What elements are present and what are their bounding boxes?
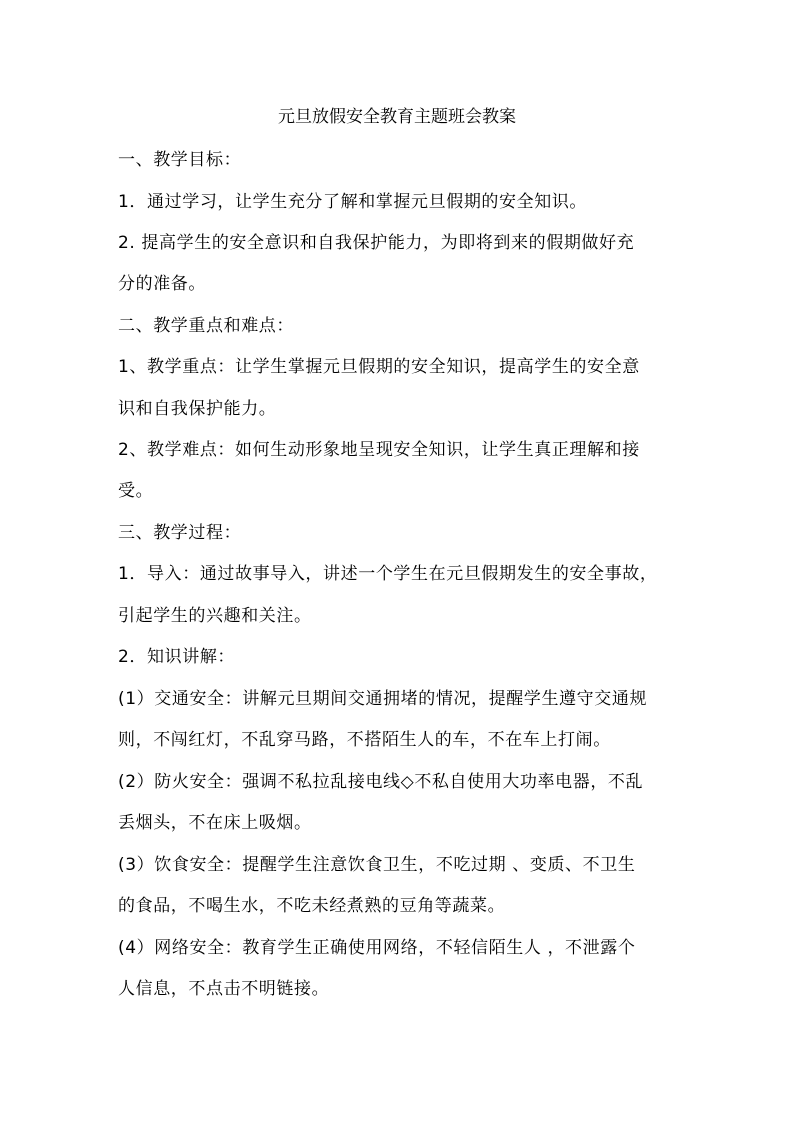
paragraph-line: 则，不闯红灯，不乱穿马路，不搭陌生人的车，不在车上打闹。 [118,730,611,750]
paragraph-line: 1．通过学习，让学生充分了解和掌握元旦假期的安全知识。 [118,192,588,212]
paragraph-line: (3）饮食安全：提醒学生注意饮食卫生，不吃过期 、变质、不卫生 [118,855,636,875]
paragraph-line: (4）网络安全：教育学生正确使用网络，不轻信陌生人 ，不泄露个 [118,938,636,958]
paragraph-line: 2．知识讲解： [118,647,236,667]
paragraph-line: (2）防火安全：强调不私拉乱接电线◇不私自使用大功率电器，不乱 [118,772,644,792]
paragraph-line: 引起学生的兴趣和关注。 [118,606,312,626]
paragraph-line: 2. 提高学生的安全意识和自我保护能力，为即将到来的假期做好充 [118,233,635,253]
section-heading-process: 三、教学过程： [118,523,242,543]
paragraph-line: 的食品，不喝生水，不吃未经煮熟的豆角等蔬菜。 [118,896,506,916]
paragraph-line: 丢烟头，不在床上吸烟。 [118,813,312,833]
paragraph-line: (1）交通安全：讲解元旦期间交通拥堵的情况，提醒学生遵守交通规 [118,689,648,709]
paragraph-line: 2、教学难点：如何生动形象地呈现安全知识，让学生真正理解和接 [118,440,640,460]
paragraph-line: 分的准备。 [118,274,206,294]
paragraph-line: 人信息，不点击不明链接。 [118,979,330,999]
document-title: 元旦放假安全教育主题班会教案 [278,107,516,127]
section-heading-key-points: 二、教学重点和难点： [118,316,294,336]
section-heading-objectives: 一、教学目标： [118,150,242,170]
paragraph-line: 1、教学重点：让学生掌握元旦假期的安全知识，提高学生的安全意 [118,357,640,377]
paragraph-line: 1．导入：通过故事导入，讲述一个学生在元旦假期发生的安全事故， [118,564,658,584]
paragraph-line: 识和自我保护能力。 [118,399,277,419]
paragraph-line: 受。 [118,481,154,501]
